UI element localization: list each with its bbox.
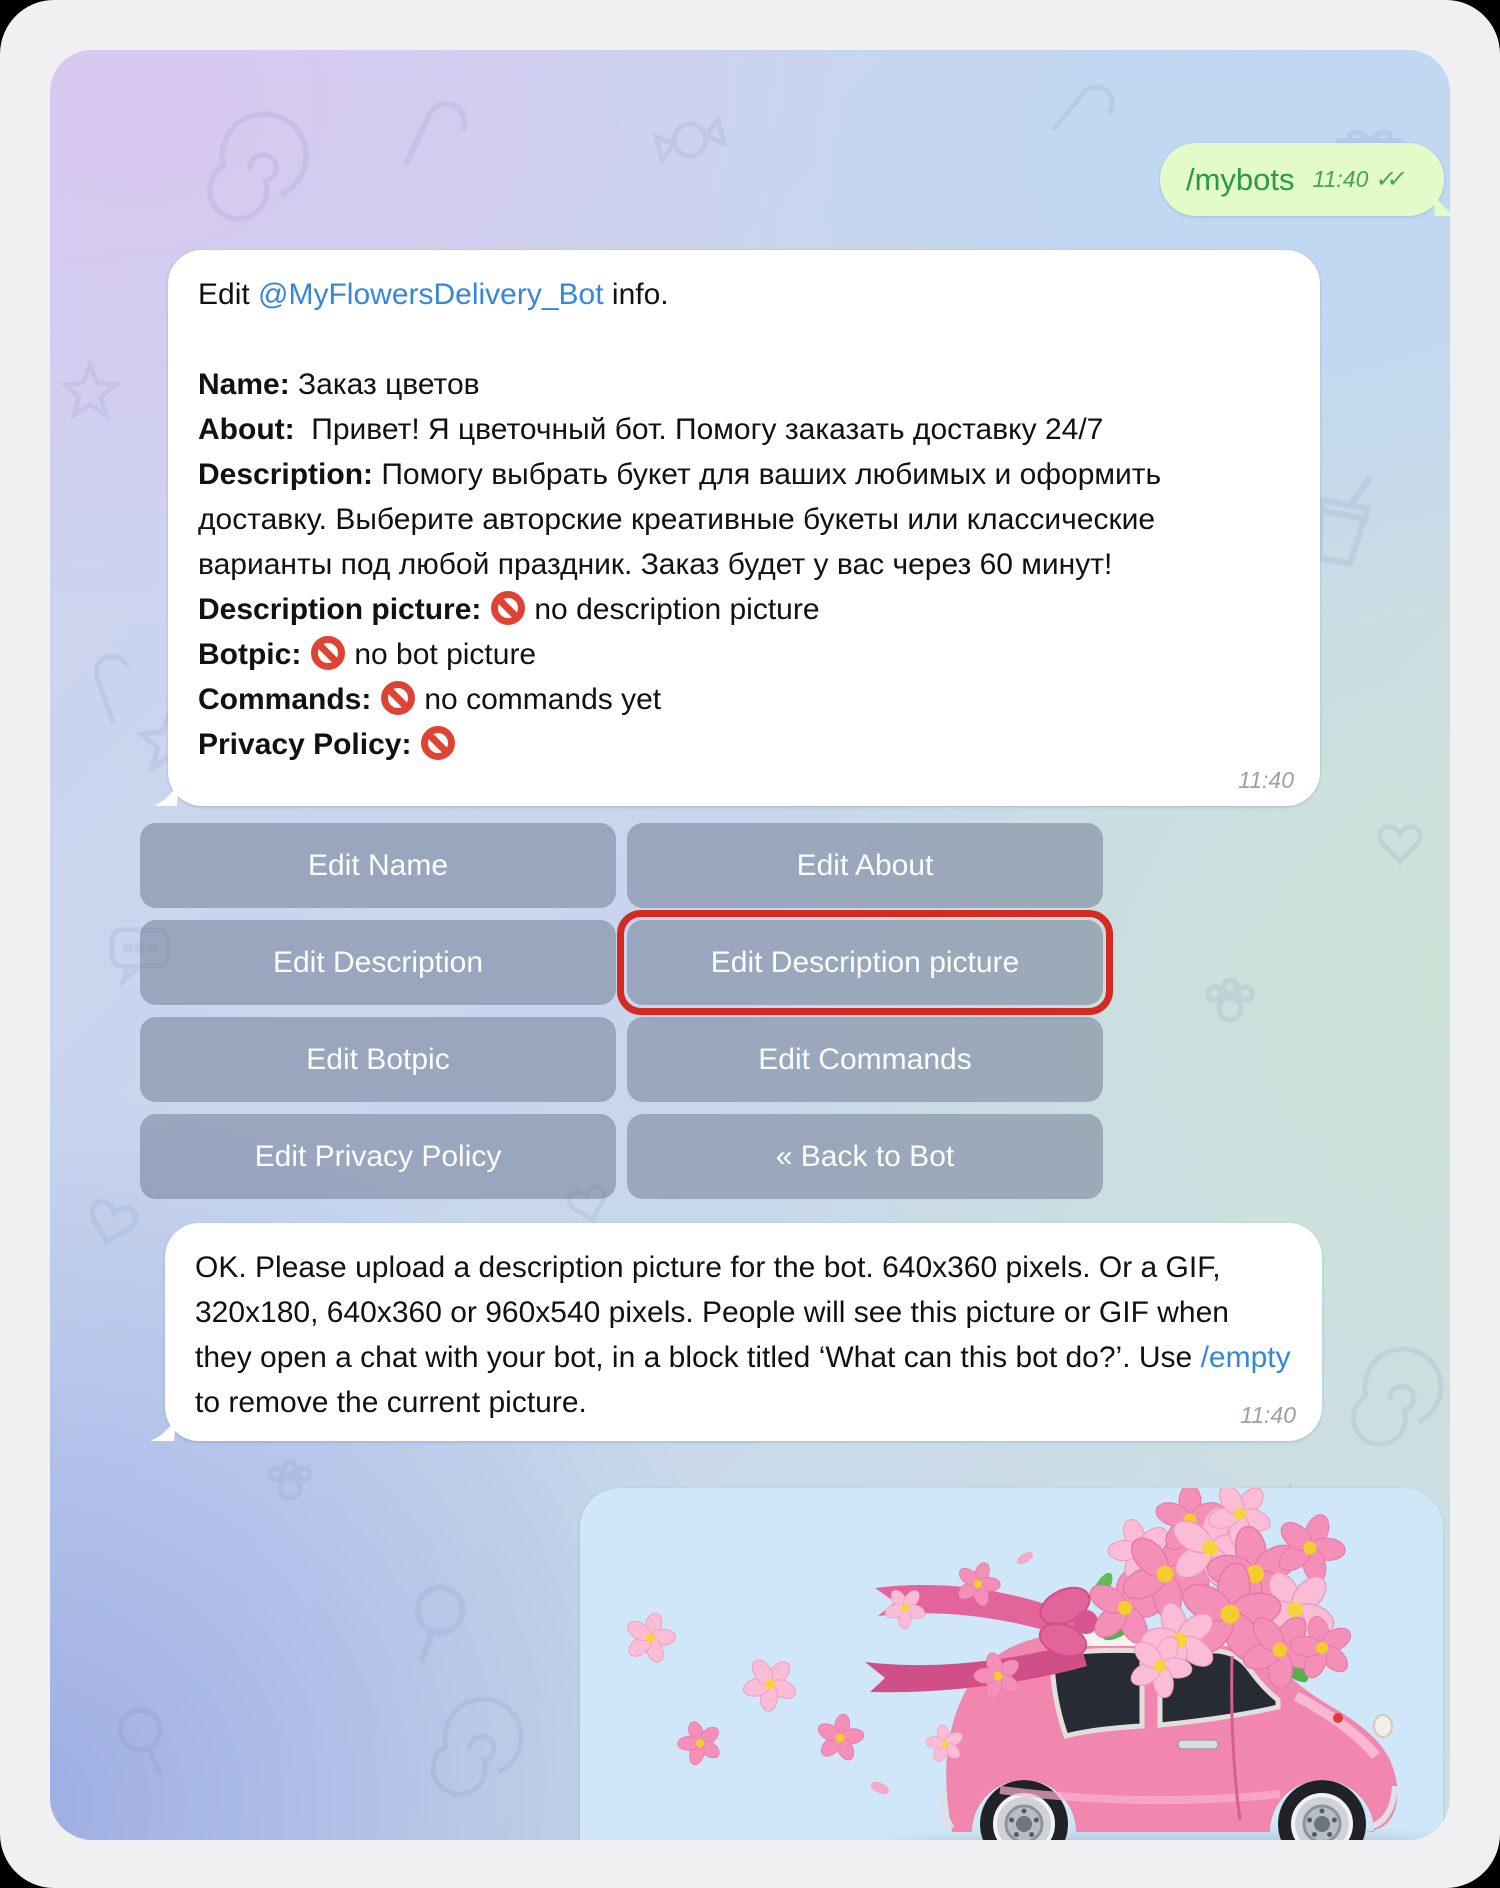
bubble-tail <box>1433 192 1450 216</box>
empty-command-link[interactable]: /empty <box>1200 1341 1291 1374</box>
info-field-label: Name: <box>198 368 290 401</box>
photo-message[interactable] <box>580 1488 1443 1840</box>
keyboard-button-edit-description-picture[interactable]: Edit Description picture <box>627 920 1103 1005</box>
info-field-description: Description: Помогу выбрать букет для ваших любимых и оформить доставку. Выберите авторские креативные букеты или классические варианты под любой праздник. Заказ будет у вас через 60 минут! <box>198 458 1170 581</box>
keyboard-button-edit-botpic[interactable]: Edit Botpic <box>140 1017 616 1102</box>
no-entry-icon <box>311 636 345 670</box>
info-field-label: Privacy Policy: <box>198 728 412 761</box>
bot-info-title: Edit @MyFlowersDelivery_Bot info. <box>198 278 669 311</box>
no-entry-icon <box>421 726 455 760</box>
info-field-name: Name: Заказ цветов <box>198 368 480 401</box>
message-time: 11:40 <box>1240 1402 1296 1428</box>
info-field-description-picture: Description picture: no description picture <box>198 593 820 626</box>
info-field-about: About: Привет! Я цветочный бот. Помогу заказать доставку 24/7 <box>198 413 1104 446</box>
message-time: 11:40 <box>1238 767 1294 793</box>
chat-window <box>50 50 1450 1840</box>
info-field-commands: Commands: no commands yet <box>198 683 662 716</box>
message-bot-info <box>168 250 1320 806</box>
bubble-tail <box>150 1417 176 1441</box>
keyboard-button-back-to-bot[interactable]: « Back to Bot <box>627 1114 1103 1199</box>
keyboard-button-edit-name[interactable]: Edit Name <box>140 823 616 908</box>
keyboard-button-edit-about[interactable]: Edit About <box>627 823 1103 908</box>
info-field-label: Description picture: <box>198 593 482 626</box>
keyboard-button-edit-description[interactable]: Edit Description <box>140 920 616 1005</box>
read-receipt-icon: ✓✓ <box>1374 166 1401 193</box>
info-field-label: Description: <box>198 458 374 491</box>
info-field-privacy-policy <box>198 722 1290 767</box>
message-outgoing-mybots <box>1160 143 1444 216</box>
keyboard-button-edit-privacy-policy[interactable]: Edit Privacy Policy <box>140 1114 616 1199</box>
info-field-botpic: Botpic: no bot picture <box>198 638 537 671</box>
no-entry-icon <box>381 681 415 715</box>
photo-car-illustration <box>580 1488 1443 1840</box>
info-field-label: Botpic: <box>198 638 302 671</box>
command-link-mybots[interactable]: /mybots <box>1186 161 1295 197</box>
info-field-label: About: <box>198 413 295 446</box>
message-upload-instructions <box>165 1223 1322 1441</box>
message-time: 11:40 <box>1312 166 1369 192</box>
info-field-label: Commands: <box>198 683 372 716</box>
no-entry-icon <box>491 591 525 625</box>
upload-instructions-text: OK. Please upload a description picture for the bot. 640x360 pixels. Or a GIF, 320x180, 640x360 or 960x540 pixels. People will see this picture or GIF when they open a chat with your bot, in a block titled ‘What can this bot do?’. Use /empty to remove the current picture. <box>195 1251 1299 1419</box>
bot-username-link[interactable]: @MyFlowersDelivery_Bot <box>258 278 604 311</box>
bubble-tail <box>153 782 179 806</box>
inline-keyboard <box>140 823 1103 1199</box>
message-meta <box>1313 165 1408 194</box>
keyboard-button-edit-commands[interactable]: Edit Commands <box>627 1017 1103 1102</box>
